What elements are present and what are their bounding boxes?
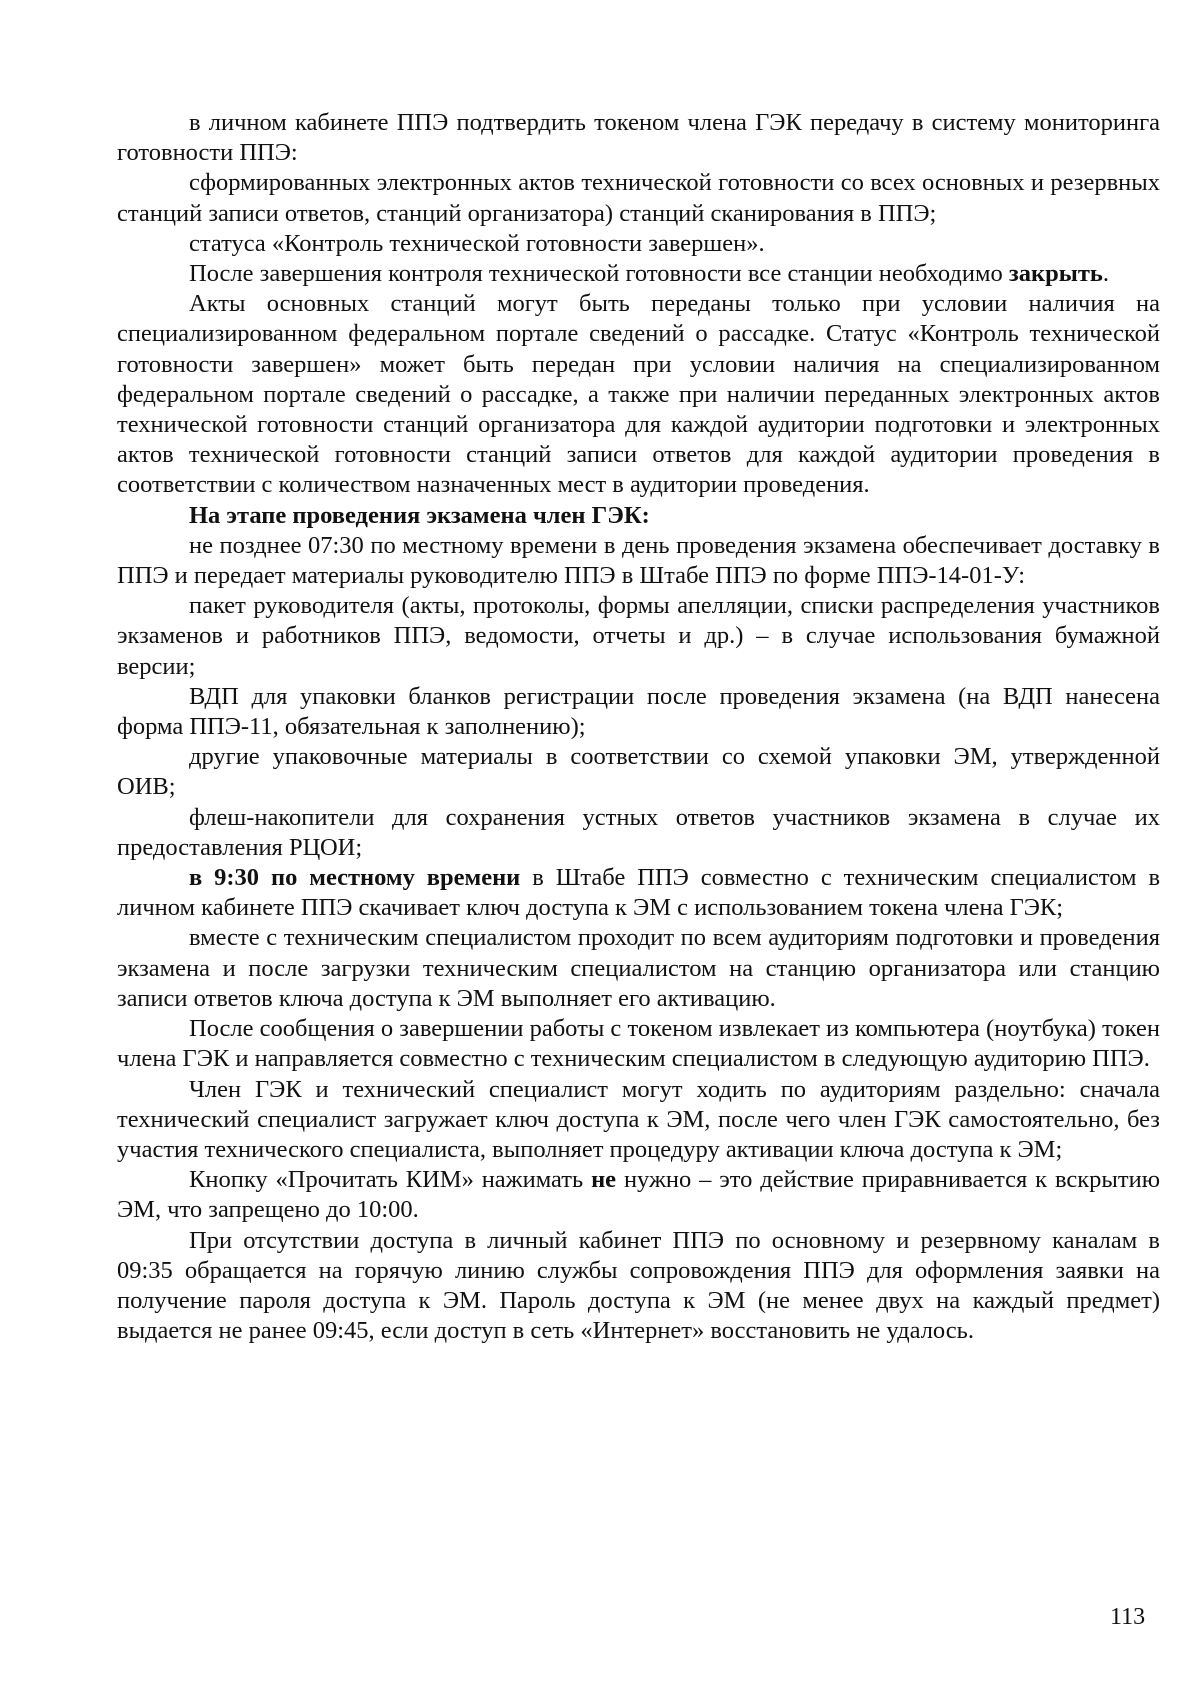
- text-run: После сообщения о завершении работы с токеном извлекает из компьютера (ноутбука) токен члена ГЭК и направляется совместно с техническим специалистом в следующую аудиторию ППЭ.: [117, 1015, 1160, 1073]
- section-heading: [117, 501, 1160, 531]
- paragraph-11: [117, 803, 1160, 863]
- bold-text-run: На этапе проведения экзамена член ГЭК:: [189, 501, 650, 529]
- paragraph-3: [117, 229, 1160, 259]
- text-run: сформированных электронных актов технической готовности со всех основных и резервных станций записи ответов, станций организатора) станций сканирования в ППЭ;: [117, 169, 1160, 227]
- bold-text-run: закрыть: [1008, 260, 1103, 288]
- text-run: статуса «Контроль технической готовности завершен».: [189, 229, 765, 257]
- paragraph-17: [117, 1226, 1160, 1347]
- paragraph-9: [117, 682, 1160, 742]
- text-run: После завершения контроля технической готовности все станции необходимо: [189, 260, 1009, 288]
- paragraph-10: [117, 742, 1160, 802]
- paragraph-13: [117, 923, 1160, 1014]
- paragraph-12: [117, 863, 1160, 923]
- paragraph-2: [117, 168, 1160, 228]
- paragraph-4: [117, 259, 1160, 289]
- text-run: не позднее 07:30 по местному времени в день проведения экзамена обеспечивает доставку в ППЭ и передает материалы руководителю ППЭ в Штабе ППЭ по форме ППЭ-14-01-У:: [117, 531, 1160, 590]
- bold-text-run: в 9:30 по местному времени: [189, 864, 521, 892]
- paragraph-1: [117, 108, 1160, 168]
- page-number: 113: [1110, 1604, 1146, 1630]
- paragraph-16: [117, 1165, 1160, 1225]
- paragraph-8: [117, 591, 1160, 682]
- text-run: Кнопку «Прочитать КИМ» нажимать: [189, 1166, 592, 1194]
- paragraph-7: [117, 531, 1160, 591]
- text-run: .: [1102, 260, 1109, 288]
- paragraph-15: [117, 1075, 1160, 1166]
- text-run: При отсутствии доступа в личный кабинет ППЭ по основному и резервному каналам в 09:35 обращается на горячую линию службы сопровождения ППЭ для оформления заявки на получение пароля доступа к ЭМ. Пароль доступа к ЭМ (не менее двух на каждый предмет) выдается не ранее 09:45, если доступ в сеть «Интернет» восстановить не удалось.: [117, 1226, 1160, 1345]
- document-body: [117, 108, 1160, 1346]
- text-run: вместе с техническим специалистом проходит по всем аудиториям подготовки и проведения экзамена и после загрузки техническим специалистом на станцию организатора или станцию записи ответов ключа доступа к ЭМ выполняет его активацию.: [117, 924, 1160, 1012]
- paragraph-5: [117, 289, 1160, 500]
- text-run: другие упаковочные материалы в соответствии со схемой упаковки ЭМ, утвержденной ОИВ;: [117, 743, 1160, 801]
- text-run: Член ГЭК и технический специалист могут ходить по аудиториям раздельно: сначала технический специалист загружает ключ доступа к ЭМ, после чего член ГЭК самостоятельно, без участия технического специалиста, выполняет процедуру активации ключа доступа к ЭМ;: [117, 1075, 1160, 1163]
- text-run: в Штабе ППЭ совместно с техническим специалистом в личном кабинете ППЭ скачивает ключ доступа к ЭМ с использованием токена члена ГЭК;: [117, 864, 1161, 922]
- text-run: в личном кабинете ППЭ подтвердить токеном члена ГЭК передачу в систему мониторинга готовности ППЭ:: [117, 109, 1160, 167]
- paragraph-14: [117, 1014, 1160, 1074]
- text-run: ВДП для упаковки бланков регистрации после проведения экзамена (на ВДП нанесена форма ППЭ-11, обязательная к заполнению);: [117, 682, 1160, 741]
- text-run: флеш-накопители для сохранения устных ответов участников экзамена в случае их предоставления РЦОИ;: [117, 803, 1160, 861]
- bold-text-run: не: [591, 1166, 617, 1194]
- text-run: нужно – это действие приравнивается к вскрытию ЭМ, что запрещено до 10:00.: [117, 1166, 1160, 1224]
- text-run: пакет руководителя (акты, протоколы, формы апелляции, списки распределения участников экзаменов и работников ППЭ, ведомости, отчеты и др.) – в случае использования бумажной версии;: [117, 592, 1160, 680]
- text-run: Акты основных станций могут быть переданы только при условии наличия на специализированном федеральном портале сведений о рассадке. Статус «Контроль технической готовности завершен» может быть передан при условии наличия на специализированном федеральном портале сведений о рассадке, а также при наличии переданных электронных актов технической готовности станций организатора для каждой аудитории подготовки и электронных актов технической готовности станций записи ответов для каждой аудитории проведения в соответствии с количеством назначенных мест в аудитории проведения.: [117, 290, 1160, 499]
